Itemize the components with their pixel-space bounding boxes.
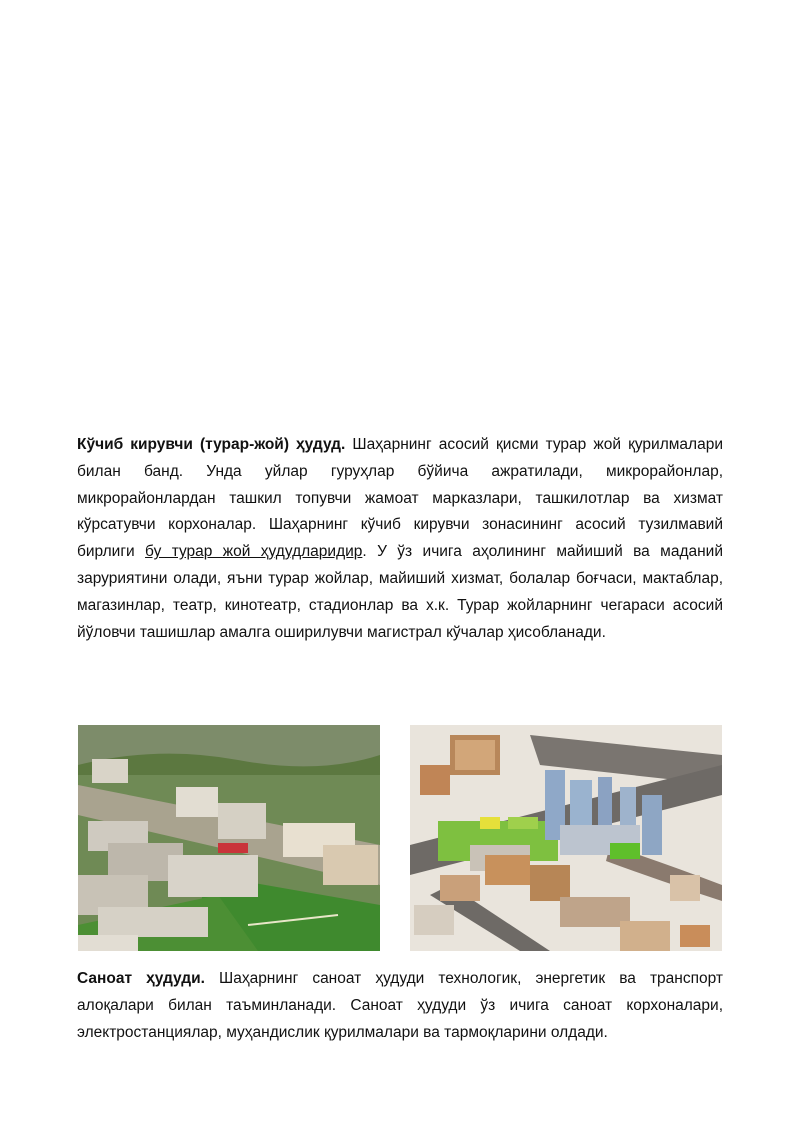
aerial-residential-illustration [78, 725, 380, 951]
residential-zone-heading: Кўчиб кирувчи (турар-жой) ҳудуд. [77, 436, 346, 453]
residential-zone-underlined-text: бу турар жой ҳудудларидир [145, 543, 363, 561]
residential-zone-paragraph [77, 432, 723, 646]
aerial-residential-photo [78, 725, 380, 951]
residential-zone-text-2: . У ўз ичига аҳолининг майиший ва маданий заруриятини олади, яъни турар жойлар, майиший хизмат, болалар боғчаси, мактаблар, магазинлар, театр, кинотеатр, стадионлар ва х.к. Турар жойларнинг чегараси асосий йўловчи ташишлар амалга оширилувчи магистрал кўчалар ҳисобланади. [77, 543, 724, 641]
industrial-zone-heading: Саноат ҳудуди. [77, 970, 205, 987]
industrial-zone-text: Шаҳарнинг саноат ҳудуди технологик, энергетик ва транспорт алоқалари билан таъминланади. Саноат ҳудуди ўз ичига саноат корхоналари, электростанциялар, муҳандислик қурилмалари ва тармоқларини олдади. [77, 970, 723, 1041]
urban-plan-illustration [410, 725, 722, 951]
urban-plan-model-render [410, 725, 722, 951]
residential-zone-text-1: Шаҳарнинг асосий қисми турар жой қурилмалари билан банд. Унда уйлар гуруҳлар бўйича ажратилади, микрорайонлар, микрорайонлардан ташкил топувчи жамоат марказлари, ташкилотлар ва хизмат кўрсатувчи корхоналар. Шаҳарнинг кўчиб кирувчи зонасининг асосий тузилмавий бирлиги [77, 436, 723, 561]
industrial-zone-paragraph [77, 966, 723, 1046]
